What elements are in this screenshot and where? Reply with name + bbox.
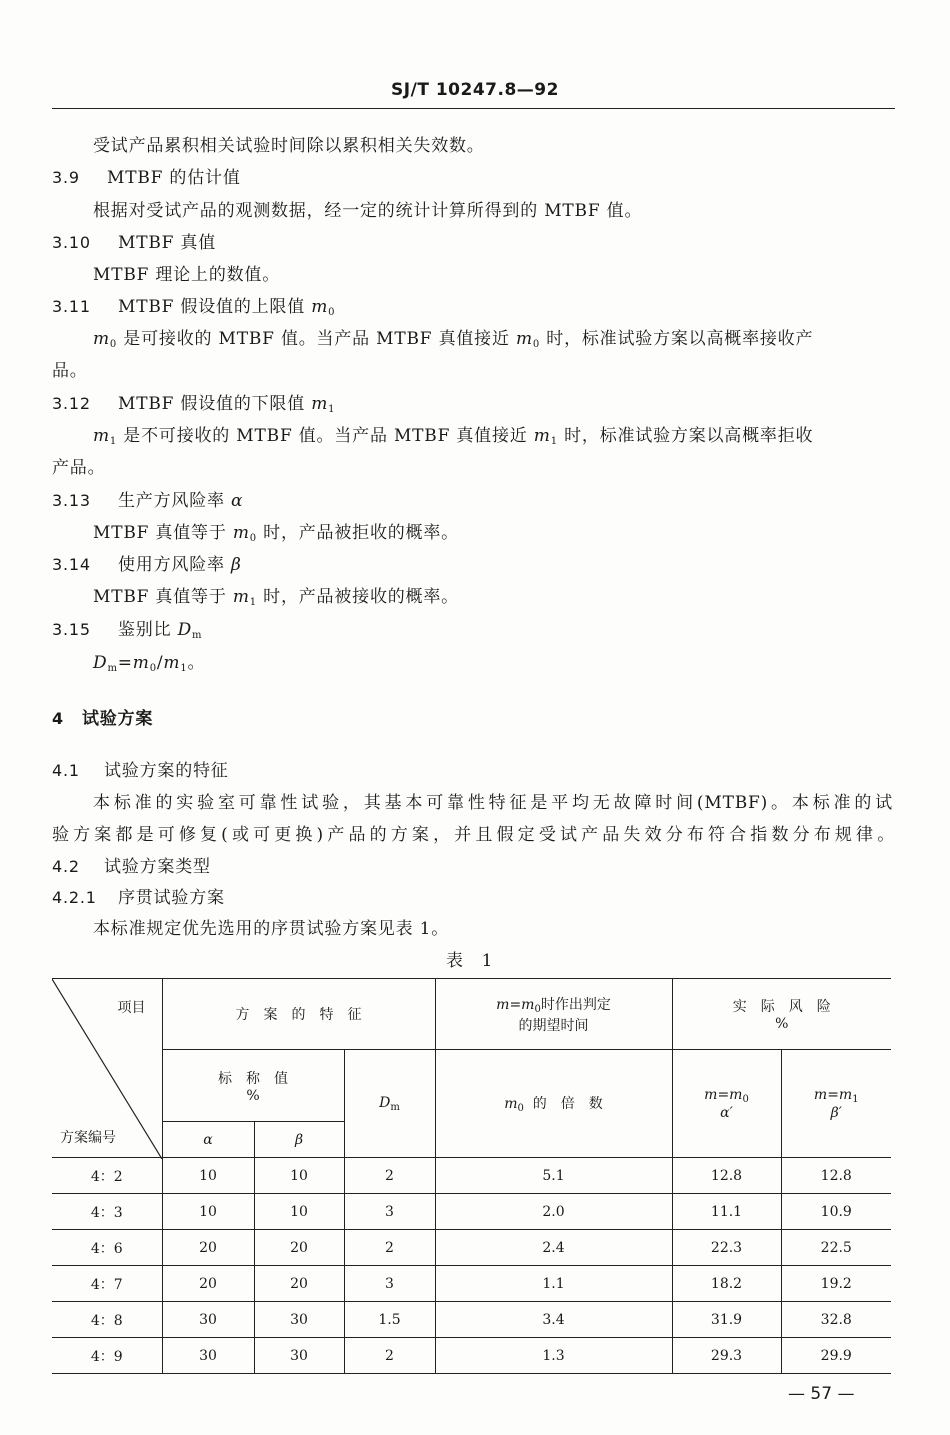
text: 标 称 值 (218, 1070, 288, 1087)
section-number: 3.9 (52, 168, 80, 187)
subscript: 0 (517, 1103, 524, 1114)
table-header-row-1 (52, 979, 891, 1050)
header-nominal (162, 1050, 344, 1122)
table-cell: 10 (254, 1194, 344, 1230)
table-row (52, 1338, 891, 1374)
text: m=m (704, 1086, 743, 1103)
section-3-13-body (93, 518, 459, 544)
text: 验方案都是可修复(或可更换)产品的方案，并且假定受试产品失效分布符合指数分布规律。 (52, 825, 895, 845)
subscript: 0 (532, 339, 541, 350)
table-cell: 31.9 (672, 1302, 781, 1338)
subscript: 1 (109, 436, 118, 447)
symbol-alpha: α (231, 491, 244, 511)
subscript: 0 (109, 339, 118, 350)
page-number: — 57 — (788, 1384, 855, 1404)
section-title: 试验方案 (82, 709, 154, 729)
section-title: MTBF 真值 (118, 233, 217, 253)
section-3-12-heading (52, 389, 335, 415)
table-cell: 30 (254, 1302, 344, 1338)
document-code-header: SJ/T 10247.8—92 (391, 80, 559, 100)
section-3-9-body: 根据对受试产品的观测数据，经一定的统计计算所得到的 MTBF 值。 (93, 201, 643, 221)
section-title: MTBF 假设值的上限值 (118, 297, 312, 317)
subscript: 0 (742, 1093, 749, 1105)
section-number: 3.11 (52, 297, 91, 316)
text: MTBF 真值等于 (93, 523, 233, 543)
text: 时，标准试验方案以高概率接收产 (540, 329, 814, 349)
section-3-11-body-line2: 品。 (52, 361, 88, 381)
section-4-2-1-body: 本标准规定优先选用的序贯试验方案见表 1。 (93, 919, 450, 939)
section-3-14-heading (52, 550, 242, 575)
text: 的期望时间 (518, 1017, 589, 1034)
table-cell: 1.1 (435, 1266, 672, 1302)
subscript: 1 (328, 404, 336, 415)
section-title: 序贯试验方案 (118, 888, 225, 908)
header-dm (344, 1050, 435, 1158)
table-cell: 4：8 (52, 1302, 162, 1338)
symbol-m: m (504, 1096, 518, 1112)
test-plan-table (52, 978, 891, 1374)
symbol-m: m (533, 426, 551, 446)
header-features: 方 案 的 特 征 (162, 979, 435, 1050)
table-cell: 22.3 (672, 1230, 781, 1266)
section-3-9-heading (52, 163, 241, 188)
symbol-m: m (515, 329, 533, 349)
table-cell: 30 (254, 1338, 344, 1374)
table-cell: 3 (344, 1194, 435, 1230)
table-header-row-2 (52, 1050, 891, 1122)
subscript: 1 (180, 663, 188, 674)
section-title: 使用方风险率 (118, 555, 232, 575)
section-4-2-1-heading (52, 883, 225, 908)
symbol-m: m (93, 329, 110, 349)
subscript: m (107, 663, 118, 674)
equals: = (509, 996, 522, 1013)
table-cell: 1.3 (435, 1338, 672, 1374)
section-title: 生产方风险率 (118, 491, 232, 511)
text: 实 际 风 险 (732, 999, 831, 1015)
table-cell: 2 (344, 1158, 435, 1194)
section-title: MTBF 假设值的下限值 (118, 394, 312, 414)
subscript: 0 (328, 307, 336, 318)
text: 时，产品被接收的概率。 (256, 587, 459, 607)
text: 是不可接收的 MTBF 值。当产品 MTBF 真值接近 (117, 426, 534, 446)
section-number: 4.1 (52, 761, 80, 780)
section-3-15-body (93, 648, 205, 674)
table-cell: 1.5 (344, 1302, 435, 1338)
symbol-D: D (177, 620, 193, 640)
text: m=m (813, 1086, 853, 1103)
table-cell: 2.4 (435, 1230, 672, 1266)
table-corner-cell (52, 979, 162, 1158)
subscript: 0 (249, 533, 257, 544)
section-number: 3.10 (52, 233, 91, 252)
section-4-1-body-line1 (93, 788, 893, 813)
table-cell: 32.8 (781, 1302, 891, 1338)
section-3-10-heading (52, 228, 216, 253)
table-cell: 18.2 (672, 1266, 781, 1302)
section-3-13-heading (52, 486, 243, 511)
subscript: m (390, 1101, 400, 1113)
table-cell: 4：3 (52, 1194, 162, 1230)
subscript: 1 (249, 597, 257, 608)
table-cell: 4：7 (52, 1266, 162, 1302)
table-cell: 2 (344, 1230, 435, 1266)
symbol-m: m (232, 587, 250, 607)
table-cell: 10.9 (781, 1194, 891, 1230)
table-cell: 12.8 (781, 1158, 891, 1194)
text: MTBF 真值等于 (93, 587, 233, 607)
subscript: 0 (149, 663, 157, 674)
section-4-1-heading (52, 756, 229, 781)
corner-top-label: 项目 (117, 1000, 146, 1016)
table-cell: 12.8 (672, 1158, 781, 1194)
table-caption: 表 1 (446, 951, 494, 971)
table-cell: 29.3 (672, 1338, 781, 1374)
section-3-15-heading (52, 615, 202, 641)
section-number: 3.14 (52, 555, 91, 574)
symbol-alpha: α (203, 1131, 213, 1148)
period: 。 (187, 653, 206, 673)
symbol-m: m (93, 426, 110, 446)
text: % (246, 1087, 260, 1104)
table-cell: 3.4 (435, 1302, 672, 1338)
section-3-14-body (93, 582, 459, 608)
symbol-D: D (93, 653, 108, 673)
table-cell: 3 (344, 1266, 435, 1302)
subscript: 1 (852, 1093, 859, 1105)
table-cell: 20 (254, 1230, 344, 1266)
text: 时，标准试验方案以高概率拒收 (557, 426, 814, 446)
section-number: 3.13 (52, 491, 91, 510)
header-multiple (435, 1050, 672, 1158)
table-cell: 20 (162, 1266, 254, 1302)
section-3-10-body: MTBF 理论上的数值。 (93, 265, 281, 285)
header-actual-risk (672, 979, 891, 1050)
equals: = (117, 653, 133, 673)
section-number: 4.2 (52, 857, 80, 876)
table-cell: 20 (162, 1230, 254, 1266)
section-title: 试验方案类型 (104, 857, 211, 877)
symbol-D: D (379, 1094, 391, 1111)
text: 是可接收的 MTBF 值。当产品 MTBF 真值接近 (117, 329, 516, 349)
table-cell: 22.5 (781, 1230, 891, 1266)
table-cell: 4：2 (52, 1158, 162, 1194)
section-title: MTBF 的估计值 (107, 168, 241, 188)
subscript: 1 (550, 436, 558, 447)
table-cell: 4：6 (52, 1230, 162, 1266)
table-cell: 29.9 (781, 1338, 891, 1374)
symbol-m: m (232, 523, 250, 543)
header-m-eq-m0 (672, 1050, 781, 1158)
subscript: m (192, 630, 203, 641)
section-4-heading (52, 704, 153, 729)
symbol-m: m (132, 653, 150, 673)
header-rule (52, 108, 895, 109)
section-number: 3.15 (52, 620, 91, 639)
section-number: 4.2.1 (52, 888, 97, 907)
text: 本标准的实验室可靠性试验，其基本可靠性特征是平均无故障时间(MTBF)。本标准的试 (93, 793, 893, 813)
section-number: 3.12 (52, 394, 91, 413)
table-cell: 19.2 (781, 1266, 891, 1302)
header-expected-time (435, 979, 672, 1050)
text: 时作出判定 (540, 996, 611, 1013)
symbol-m: m (163, 653, 181, 673)
table-row (52, 1230, 891, 1266)
section-title: 试验方案的特征 (104, 761, 229, 781)
table-cell: 2 (344, 1338, 435, 1374)
table-cell: 10 (162, 1194, 254, 1230)
text: β′ (830, 1104, 842, 1121)
section-4-2-heading (52, 852, 211, 877)
section-3-12-body-line2: 产品。 (52, 458, 106, 478)
table-cell: 2.0 (435, 1194, 672, 1230)
symbol-m: m (521, 996, 535, 1013)
table-row (52, 1194, 891, 1230)
section-4-1-body-line2 (52, 820, 895, 845)
corner-bottom-label: 方案编号 (60, 1130, 116, 1146)
header-m-eq-m1 (781, 1050, 891, 1158)
subscript: 0 (534, 1003, 541, 1015)
table-cell: 4：9 (52, 1338, 162, 1374)
table-cell: 10 (162, 1158, 254, 1194)
section-3-11-heading (52, 292, 335, 318)
table-cell: 30 (162, 1302, 254, 1338)
slash: / (156, 653, 164, 673)
symbol-m: m (311, 297, 329, 317)
table-cell: 30 (162, 1338, 254, 1374)
symbol-beta: β (294, 1131, 304, 1148)
table-row (52, 1266, 891, 1302)
text: % (775, 1016, 789, 1032)
text: α′ (720, 1104, 733, 1121)
paragraph-line: 受试产品累积相关试验时间除以累积相关失效数。 (93, 136, 485, 156)
table-cell: 20 (254, 1266, 344, 1302)
text: 时，产品被拒收的概率。 (256, 523, 459, 543)
header-beta (254, 1122, 344, 1158)
section-3-12-body-line1 (93, 421, 813, 447)
table-row (52, 1302, 891, 1338)
table-cell: 10 (254, 1158, 344, 1194)
table-row (52, 1158, 891, 1194)
header-alpha (162, 1122, 254, 1158)
symbol-m: m (311, 394, 329, 414)
table-cell: 5.1 (435, 1158, 672, 1194)
symbol-m: m (496, 996, 510, 1013)
section-number: 4 (52, 709, 64, 728)
section-3-11-body-line1 (93, 324, 893, 350)
symbol-beta: β (231, 555, 242, 575)
text: 的 倍 数 (532, 1096, 603, 1112)
table-cell: 11.1 (672, 1194, 781, 1230)
section-title: 鉴别比 (118, 620, 178, 640)
